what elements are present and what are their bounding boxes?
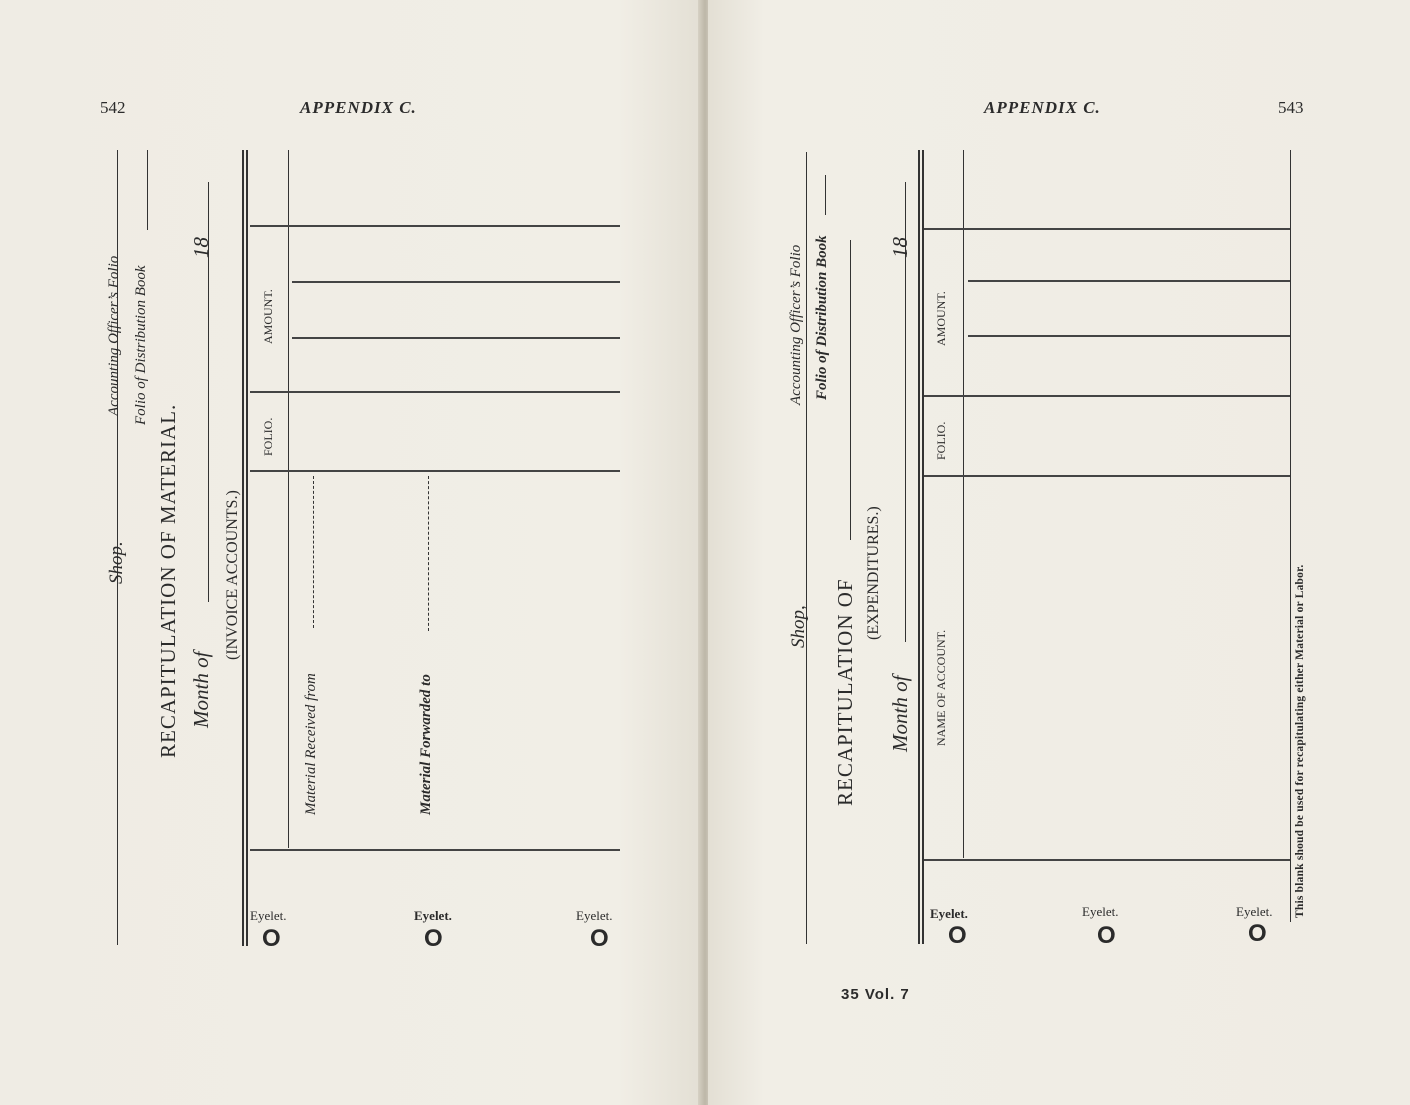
recap-title: RECAPITULATION OF [833,578,857,806]
eyelet-label: Eyelet. [250,908,287,923]
note-rule [1290,150,1291,922]
row-rule [968,280,1290,282]
row-rule [924,475,1290,477]
material-received-rule [313,476,314,628]
row-rule [924,395,1290,397]
distribution-folio-rule [147,150,148,230]
left-page [0,0,702,1105]
signature-mark: 35 Vol. 7 [841,986,910,1003]
eyelet-label: Eyelet. [414,908,452,923]
form-rule-inner [922,150,924,944]
material-forwarded-label: Material Forwarded to [418,674,434,815]
eyelet-hole: O [948,922,967,949]
form-rule-outer [918,150,920,944]
year-label: 18 [189,237,213,258]
amount-header: AMOUNT. [261,289,275,344]
material-received-label: Material Received from [303,673,319,815]
row-rule [292,281,620,283]
amount-header: AMOUNT. [934,291,948,346]
form-rule-column [288,150,289,848]
recap-title: RECAPITULATION OF MATERIAL. [156,403,180,758]
row-rule [250,391,620,393]
material-forwarded-rule [428,476,429,631]
eyelet-hole: O [424,925,443,952]
eyelet-hole: O [590,925,609,952]
month-label: Month of [888,675,912,752]
invoice-accounts-label: (INVOICE ACCOUNTS.) [224,490,241,660]
distribution-folio-rule [825,175,826,215]
right-page [708,0,1410,1105]
eyelet-hole: O [1097,922,1116,949]
month-label: Month of [189,651,213,728]
row-rule [292,337,620,339]
accounting-folio-label: Accounting Officer’s Folio [106,255,122,416]
title-rule [850,240,851,540]
eyelet-label: Eyelet. [930,906,968,921]
distribution-folio-label: Folio of Distribution Book [133,265,149,425]
shop-label: Shop, [788,605,809,648]
shop-label: Shop. [106,541,127,584]
folio-header: FOLIO. [261,417,275,456]
eyelet-hole: O [1248,920,1267,947]
name-of-account-header: NAME OF ACCOUNT. [934,629,948,746]
row-rule [250,470,620,472]
accounting-folio-label: Accounting Officer’s Folio [788,244,804,405]
page-number: 542 [100,98,126,117]
form-rule-column [963,150,964,858]
usage-note: This blank shoud be used for recapitulating either Material or Labor. [1294,564,1306,918]
accounting-folio-rule [117,150,118,230]
running-header: APPENDIX C. [984,98,1101,117]
shop-rule [806,152,807,944]
running-header: APPENDIX C. [300,98,417,117]
expenditures-label: (EXPENDITURES.) [865,506,882,640]
row-rule [924,859,1290,861]
form-rule-inner [246,150,248,946]
year-label: 18 [888,237,912,258]
eyelet-label: Eyelet. [576,908,613,923]
row-rule [968,335,1290,337]
form-rule-outer [242,150,244,946]
row-rule [924,228,1290,230]
folio-header: FOLIO. [934,421,948,460]
eyelet-hole: O [262,925,281,952]
eyelet-label: Eyelet. [1236,904,1273,919]
page-number: 543 [1278,98,1304,117]
eyelet-label: Eyelet. [1082,904,1119,919]
row-rule [250,225,620,227]
distribution-folio-label: Folio of Distribution Book [814,235,830,400]
row-rule [250,849,620,851]
